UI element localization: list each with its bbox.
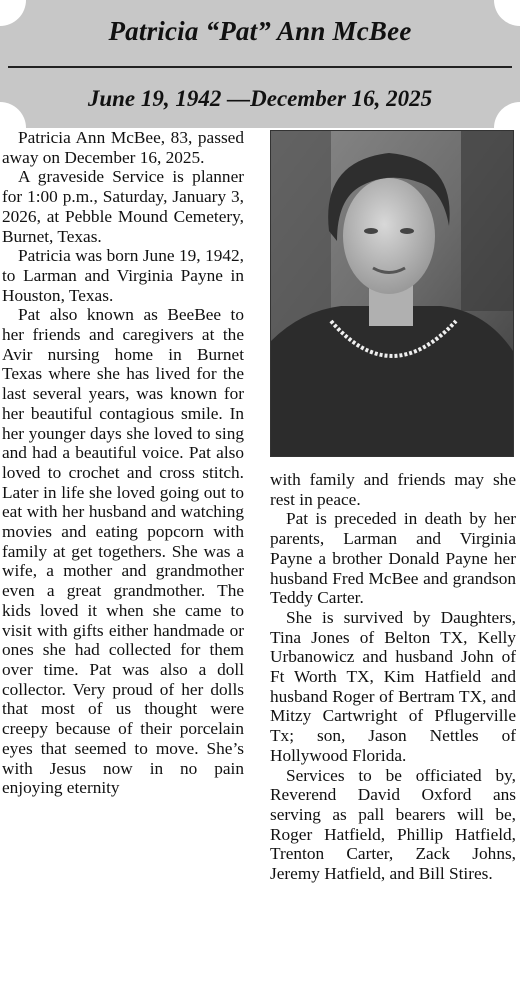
life-dates: June 19, 1942 —December 16, 2025 [87, 86, 433, 111]
portrait-image [271, 131, 513, 456]
paragraph: Services to be officiated by, Reverend David Oxford ans serving as pall bearers will be, Roger Hatfield, Phillip Hatfield, Trenton Carter, Zack Johns, Jeremy Hatfield, and Bill Stires. [270, 765, 516, 884]
portrait-photo [270, 130, 514, 457]
paragraph: Pat also known as BeeBee to her friends and caregivers at the Avir nursing home in Burnet Texas where she has lived for the last several years, was known for her beautiful contagious smile. In her younger days she loved to sing and had a beautiful voice. Pat also loved to crochet and cross stitch. Later in life she loved going out to eat with her husband and watching movies and eating popcorn with family at get togethers. She was a wife, a mother and grandmother even a great grandmother. The kids loved it when she came to visit with gifts either handmade or ones she had collected for them over time. Pat was also a doll collector. Very proud of her dolls that most of us thought were creepy because of their porcelain eyes that seemed to move. She’s with Jesus now in no pain enjoying eternity [2, 305, 244, 798]
paragraph-continuation: with family and friends may she rest in peace. [270, 470, 516, 509]
paragraph: A graveside Service is planner for 1:00 p.m., Saturday, January 3, 2026, at Pebble Mound Cemetery, Burnet, Texas. [2, 167, 244, 246]
obituary-name: Patricia “Pat” Ann McBee [108, 16, 412, 46]
header-banner [0, 0, 520, 128]
paragraph: Pat is preceded in death by her parents, Larman and Virginia Payne a brother Donald Payne her husband Fred McBee and grandson Teddy Carter. [270, 509, 516, 608]
paragraph: She is survived by Daughters, Tina Jones of Belton TX, Kelly Urbanowicz and husband John of Ft Worth TX, Kim Hatfield and husband Roger of Bertram TX, and Mitzy Cartwright of Pflugerville Tx; son, Jason Nettles of Hollywood Florida. [270, 607, 516, 765]
right-column [270, 470, 516, 884]
header-divider [8, 66, 512, 68]
paragraph: Patricia was born June 19, 1942, to Larman and Virginia Payne in Houston, Texas. [2, 246, 244, 305]
paragraph: Patricia Ann McBee, 83, passed away on December 16, 2025. [2, 128, 244, 167]
left-column [2, 128, 244, 798]
